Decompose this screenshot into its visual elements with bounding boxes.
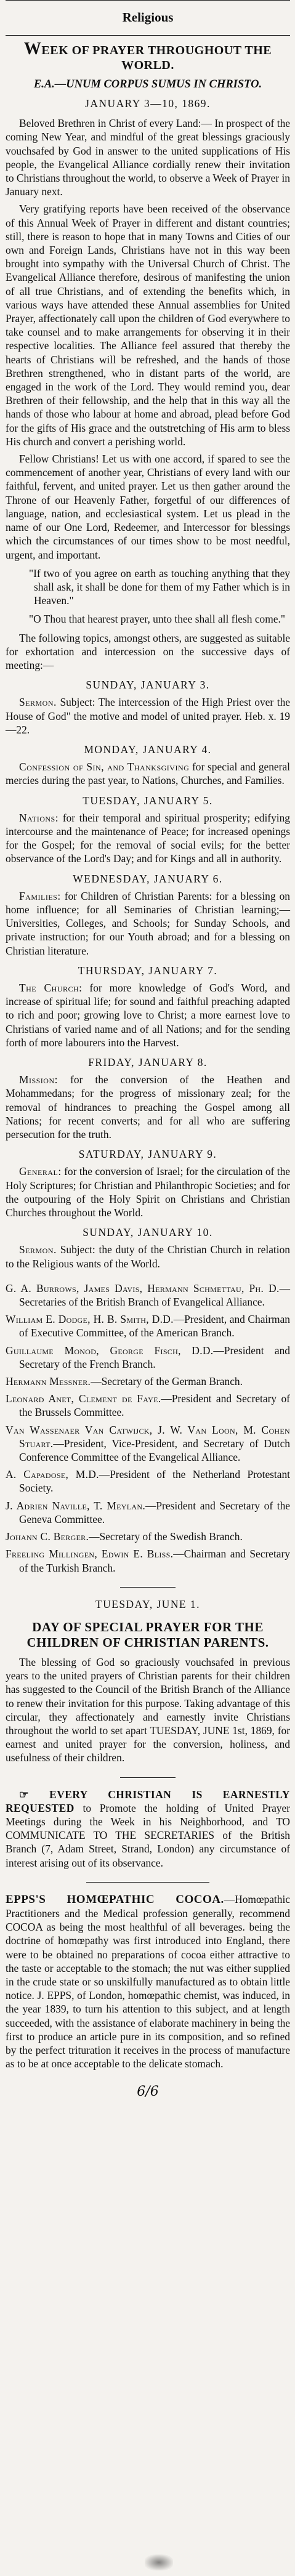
topics-intro: The following topics, amongst others, are suggested as suitable for exhortation and intercession on the successive days of meeting:— [6,631,290,671]
section-heading: Religious [122,10,174,25]
signatory [6,1530,290,1543]
separator-rule [120,1587,176,1588]
cocoa-text: —Homœpathic Practitioners and the Medical profession generally, recommend COCOA as being the most healthful of all beverages. being the doctrine of homœpathy was first introduced into England, there were to be obtained no preparations of cocoa either attractive to the taste or acceptable to the stomach; the nut was either supplied in the crude state or so unskilfully manufactured as to obtain little notice. J. EPPS, of London, homœpathic chemist, was induced, in the year 1839, to turn his attention to this subject, and at length succeeded, with the assistance of elaborate machinery in being the first to produce an article pure in its composition, and so refined by the perfect trituration it receives in the process of manufacture as to be at once acceptable to the delicate stomach. [6,1892,290,2070]
signatory [6,1312,290,1339]
signatory-role: —President and Secretary of the French Branch. [19,1344,290,1370]
paragraph: Fellow Christians! Let us with one accord, if spared to see the commencement of another year, Christians of every land with our faithful, fervent, and united prayer. Let us then gather around the Throne of our Heavenly Father, forgetful of our differences of language, nation, and ecclesiastical system. Let us plead in the name of our One Lord, Redeemer, and Intercessor for blessings which the circumstances of our times show to be most needful, urgent, and important. [6,453,290,561]
day-heading: THURSDAY, JANUARY 7. [78,964,218,977]
topic-text: for the conversion of the Heathen and Mohammedans; for the progress of missionary zeal; for the removal of hindrances to preaching the Gospel among all Nations; for recent converts; and for all who are suffering persecution for the truth. [6,1073,290,1141]
signatory-names: Hermann Messner. [6,1375,91,1388]
signatory-role: —President of the Netherland Protestant Society. [19,1468,291,1495]
day-topic [6,1165,290,1219]
title-dropcap: W [23,39,42,59]
paragraph: Very gratifying reports have been received of the observance of this Annual Week of Prayer in different and distant countries; still, there is reason to hope that in many Towns and Cities of our own and Foreign Lands, Christians have not in this way been brought into sympathy with the Universal Church of Christ. The Evangelical Alliance therefore, desirous of manifesting the union of all true Christians, and of extending the benefits which, in various ways have attended these Annual assemblies for United Prayer, affectionately call upon the children of God everywhere to take counsel and to make arrangements for observing it in their respective localities. The Alliance feel assured that thereby the hearts of Christians will be refreshed, and the hands of those Brethren strengthened, who in distant parts of the world, are engaged in the work of the Lord. They would remind you, dear Brethren of their fellowship, and the help that in this way all the hands of those who labour at home and abroad, plead before God for the gifts of His grace and the outstretching of His arm to bless His church and convert a perishing world. [6,203,290,448]
notice-text: to Promote the holding of United Prayer Meetings during the Week in his Neighborhood, and TO COMMUNICATE TO THE SECRETARIES of the British Branch (7, Adam Street, Strand, London) any circumstance of interest arising out of its observance. [6,1801,290,1869]
signatory-role: —Secretary of the Swedish Branch. [89,1530,243,1543]
topic-text: Subject: the duty of the Christian Church in relation to the Religious wants of the World. [6,1243,290,1270]
signatory-names: Leonard Anet, Clement de Faye. [6,1392,161,1405]
handwritten-annotation: 6/6 [137,2084,159,2100]
day-block [6,1147,290,1219]
topic-keyword: Sermon. [19,1243,57,1256]
signatory [6,1499,290,1526]
topic-text: for their temporal and spiritual prosperity; edifying intercourse and the maintenance of Peace; for increased openings for the Gospel; for the removal of social evils; for the better observance of the Lord's Day; and for Kings and all in authority. [6,811,290,865]
day-topic [6,760,290,787]
day-topic [6,981,290,1049]
signatory [6,1547,290,1574]
signatory-role: —Chairman and Secretary of the Turkish Branch. [19,1548,291,1574]
day-block [6,872,290,958]
section-rule [6,35,290,36]
top-rule [6,0,290,1]
title-text: EEK OF PRAYER THROUGHOUT THE WORLD. [41,44,272,72]
day-heading: WEDNESDAY, JANUARY 6. [73,872,223,885]
scripture-quote: "If two of you agree on earth as touching anything that they shall ask, it shall be done for them of my Father which is in Heaven." [29,567,290,607]
cocoa-advertisement [6,1892,290,2071]
ink-smear [145,2554,173,2570]
signatory-names: G. A. Burrows, James Davis, Hermann Schmettau, Ph. D. [6,1282,280,1294]
topic-text: for Children of Christian Parents: for a blessing on home influence; for all Seminaries of Christian learning;—Universities, Colleges, and Schools; for Sunday Schools, and private instruction; for our Youth abroad; and for a blessing on Christian literature. [6,889,290,957]
signatory-role: —President, Vice-President, and Secretary of Dutch Conference Committee of the Evangelical Alliance. [19,1437,290,1464]
day-heading: SUNDAY, JANUARY 3. [86,679,210,692]
signatories [6,1282,290,1575]
signatory-role: —Secretary of the German Branch. [91,1375,243,1388]
notice [6,1788,290,1870]
signatory-names: J. Adrien Naville, T. Meylan. [6,1499,145,1512]
paragraph: Beloved Brethren in Christ of every Land:— In prospect of the coming New Year, and mindful of the great blessings graciously vouchsafed by God in answer to the united supplications of His people, the Evangelical Alliance cordially renew their invitation to Christians throughout the world, to observe a Week of Prayer in January next. [6,117,290,198]
topic-text: for the conversion of Israel; for the circulation of the Holy Scriptures; for Christian and Philanthropic Societies; and for the outpouring of the Holy Spirit on Christians and Christian Churches throughout the World. [6,1165,290,1219]
signatory-names: A. Capadose, M.D. [6,1468,99,1481]
topic-text: Subject: The intercession of the High Priest over the House of God" the motive and model of united prayer. Heb. x. 19—22. [6,696,290,736]
day-heading: FRIDAY, JANUARY 8. [88,1056,208,1068]
topic-keyword: Families: [19,889,61,902]
topic-keyword: General: [19,1165,62,1178]
signatory [6,1468,290,1495]
signatory-role: —President and Secretary of the Geneva Committee. [19,1499,290,1525]
article-title [6,39,290,73]
day-block [6,678,290,737]
signatory-names: Guillaume Monod, George Fisch, D.D. [6,1344,214,1357]
day-topic [6,1073,290,1141]
article-motto: E.A.—UNUM CORPUS SUMUS IN CHRISTO. [33,78,262,91]
topic-keyword: Confession of Sin, and Thanksgiving [19,761,190,773]
day-heading: MONDAY, JANUARY 4. [84,743,212,756]
topic-keyword: The Church: [19,981,83,994]
day-topic [6,695,290,737]
signatory [6,1282,290,1309]
signatory-role: —President and Secretary of the Brussels Committee. [19,1392,290,1419]
day-block [6,1056,290,1141]
signatory-role: —President, and Chairman of Executive Committee, of the American Branch. [19,1313,290,1339]
separator-rule [120,1777,176,1778]
signatory [6,1423,290,1464]
day-block [6,794,290,866]
cocoa-lead: EPPS'S HOMŒPATHIC COCOA. [6,1892,224,1906]
signatory [6,1392,290,1419]
special-prayer-heading: DAY OF SPECIAL PRAYER FOR THE CHILDREN OF CHRISTIAN PARENTS. [26,1619,269,1650]
june-date: TUESDAY, JUNE 1. [95,1597,200,1610]
article-date: JANUARY 3—10, 1869. [85,97,211,110]
separator-rule [86,1882,209,1883]
day-block [6,1225,290,1270]
signatory-names: Freeling Millingen, Edwin E. Bliss. [6,1548,174,1561]
signatory [6,1375,290,1388]
newspaper-column [6,0,290,2099]
day-topic [6,889,290,958]
special-prayer-text: The blessing of God so graciously vouchsafed in previous years to the united prayers of Christian parents for their children has suggested to the Council of the British Branch of the Alliance to renew their invitation for this purpose. Taking advantage of this circular, they affectionately and earnestly invite Christians throughout the world to set apart TUESDAY, JUNE 1st, 1869, for earnest and united prayer for the conversion, holiness, and usefulness of their children. [6,1655,290,1764]
day-block [6,743,290,788]
day-heading: SUNDAY, JANUARY 10. [83,1226,213,1239]
signatory-names: Van Wassenaer Van Catwijck, J. W. Van Loon, M. Cohen Stuart. [6,1423,290,1450]
signatory-names: William E. Dodge, H. B. Smith, D.D. [6,1313,174,1326]
topic-text: for more knowledge of God's Word, and increase of spiritual life; for sound and faithful preaching adapted to rich and poor; growing love to Christ; a more earnest love to Christians of varied name and of all Nations; and for the sending forth of more labourers into the Harvest. [6,981,290,1049]
day-topic [6,811,290,866]
signatory-names: Johann C. Berger. [6,1530,89,1543]
notice-lead: ☞ EVERY CHRISTIAN IS EARNESTLY REQUESTED [6,1788,290,1814]
day-heading: TUESDAY, JANUARY 5. [83,794,213,807]
topic-keyword: Nations: [19,811,59,824]
signatory [6,1344,290,1371]
day-heading: SATURDAY, JANUARY 9. [78,1148,217,1161]
day-topic [6,1243,290,1270]
scripture-quote: "O Thou that hearest prayer, unto thee shall all flesh come." [29,613,285,626]
topic-text: for special and general mercies during the past year, to Nations, Churches, and Families. [6,761,290,787]
day-block [6,964,290,1049]
signatory-role: —Secretaries of the British Branch of Evangelical Alliance. [19,1282,290,1309]
topic-keyword: Sermon. [19,696,57,709]
topic-keyword: Mission: [19,1073,58,1086]
